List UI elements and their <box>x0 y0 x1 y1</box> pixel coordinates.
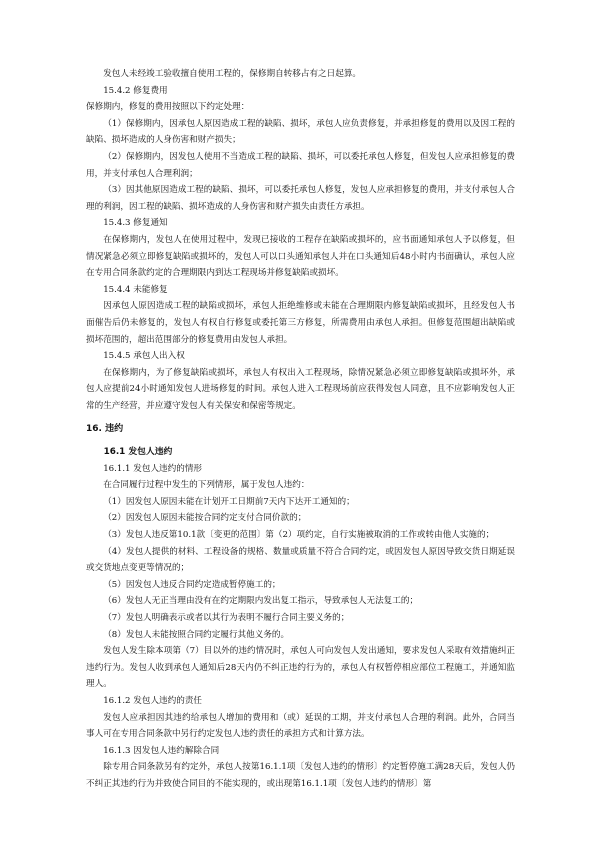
clause-heading: 16.1 发包人违约 <box>103 447 173 458</box>
subsection-heading: 15.4.2 修复费用 <box>103 85 168 96</box>
subsection-heading: 16.1.2 发包人违约的责任 <box>103 695 203 706</box>
list-item: （3）因其他原因造成工程的缺陷、损坏，可以委托承包人修复，发包人应承担修复的费用，并支付承包人合理的利润，因工程的缺陷、损坏造成的人身伤害和财产损失由责任方承担。 <box>86 185 515 212</box>
paragraph: 除专用合同条款另有约定外，承包人按第16.1.1项〔发包人违约的情形〕约定暂停施工满28天后，发包人仍不纠正其违约行为并致使合同目的不能实现的，或出现第16.1.1项〔发包人违约的情形〕第 <box>86 762 515 789</box>
subsection-heading: 15.4.5 承包人出入权 <box>103 351 185 362</box>
paragraph: 在保修期内，为了修复缺陷或损坏，承包人有权出入工程现场，除情况紧急必须立即修复缺陷或损坏外，承包人应提前24小时通知发包人进场修复的时间。承包人进入工程现场前应获得发包人同意，且不应影响发包人正常的生产经营，并应遵守发包人有关保安和保密等规定。 <box>86 367 515 411</box>
paragraph: 因承包人原因造成工程的缺陷或损坏，承包人拒绝维修或未能在合理期限内修复缺陷或损坏，且经发包人书面催告后仍未修复的，发包人有权自行修复或委托第三方修复，所需费用由承包人承担。但修复范围超出缺陷或损坏范围的，超出范围部分的修复费用由发包人承担。 <box>86 301 515 345</box>
paragraph: 发包人应承担因其违约给承包人增加的费用和（或）延误的工期，并支付承包人合理的利润。此外，合同当事人可在专用合同条款中另行约定发包人违约责任的承担方式和计算方法。 <box>86 712 515 740</box>
list-item: （6）发包人无正当理由没有在约定期限内发出复工指示，导致承包人无法复工的； <box>103 596 419 607</box>
subsection-heading: 16.1.1 发包人违约的情形 <box>103 463 203 474</box>
list-item: （1）因发包人原因未能在计划开工日期前7天内下达开工通知的； <box>103 496 355 507</box>
list-item: （2）因发包人原因未能按合同约定支付合同价款的； <box>103 513 307 524</box>
list-item: （8）发包人未能按照合同约定履行其他义务的。 <box>103 629 290 640</box>
list-item: （3）发包人违反第10.1款〔变更的范围〕第（2）项约定，自行实施被取消的工作或转由他人实施的； <box>103 530 495 541</box>
subsection-heading: 16.1.3 因发包人违约解除合同 <box>103 745 220 756</box>
list-item: （1）保修期内，因承包人原因造成工程的缺陷、损坏，承包人应负责修复，并承担修复的费用以及因工程的缺陷、损坏造成的人身伤害和财产损失； <box>86 118 515 146</box>
section-heading: 16. 违约 <box>86 424 124 435</box>
subsection-heading: 15.4.4 未能修复 <box>103 284 168 295</box>
paragraph: 发包人未经竣工验收擅自使用工程的，保修期自转移占有之日起算。 <box>103 69 362 79</box>
list-item: （4）发包人提供的材料、工程设备的规格、数量或质量不符合合同约定，或因发包人原因导致交货日期延误或交货地点变更等情况的； <box>86 546 515 574</box>
paragraph: 发包人发生除本项第（7）目以外的违约情况时，承包人可向发包人发出通知，要求发包人采取有效措施纠正违约行为。发包人收到承包人通知后28天内仍不纠正违约行为的，承包人有权暂停相应部位工程施工，并通知监理人。 <box>86 646 515 690</box>
paragraph: 在合同履行过程中发生的下列情形，属于发包人违约： <box>103 480 310 491</box>
subsection-heading: 15.4.3 修复通知 <box>103 218 168 229</box>
list-item: （2）保修期内，因发包人使用不当造成工程的缺陷、损坏，可以委托承包人修复，但发包人应承担修复的费用，并支付承包人合理利润； <box>86 151 515 179</box>
paragraph: 在保修期内，发包人在使用过程中，发现已接收的工程存在缺陷或损坏的，应书面通知承包人予以修复，但情况紧急必须立即修复缺陷或损坏的，发包人可以口头通知承包人并在口头通知后48小时内书面确认，承包人应在专用合同条款约定的合理期限内到达工程现场并修复缺陷或损坏。 <box>86 234 515 279</box>
list-item: （7）发包人明确表示或者以其行为表明不履行合同主要义务的； <box>103 613 350 623</box>
list-item: （5）因发包人违反合同约定造成暂停施工的； <box>103 579 281 590</box>
paragraph: 保修期内，修复的费用按照以下约定处理： <box>86 102 250 113</box>
